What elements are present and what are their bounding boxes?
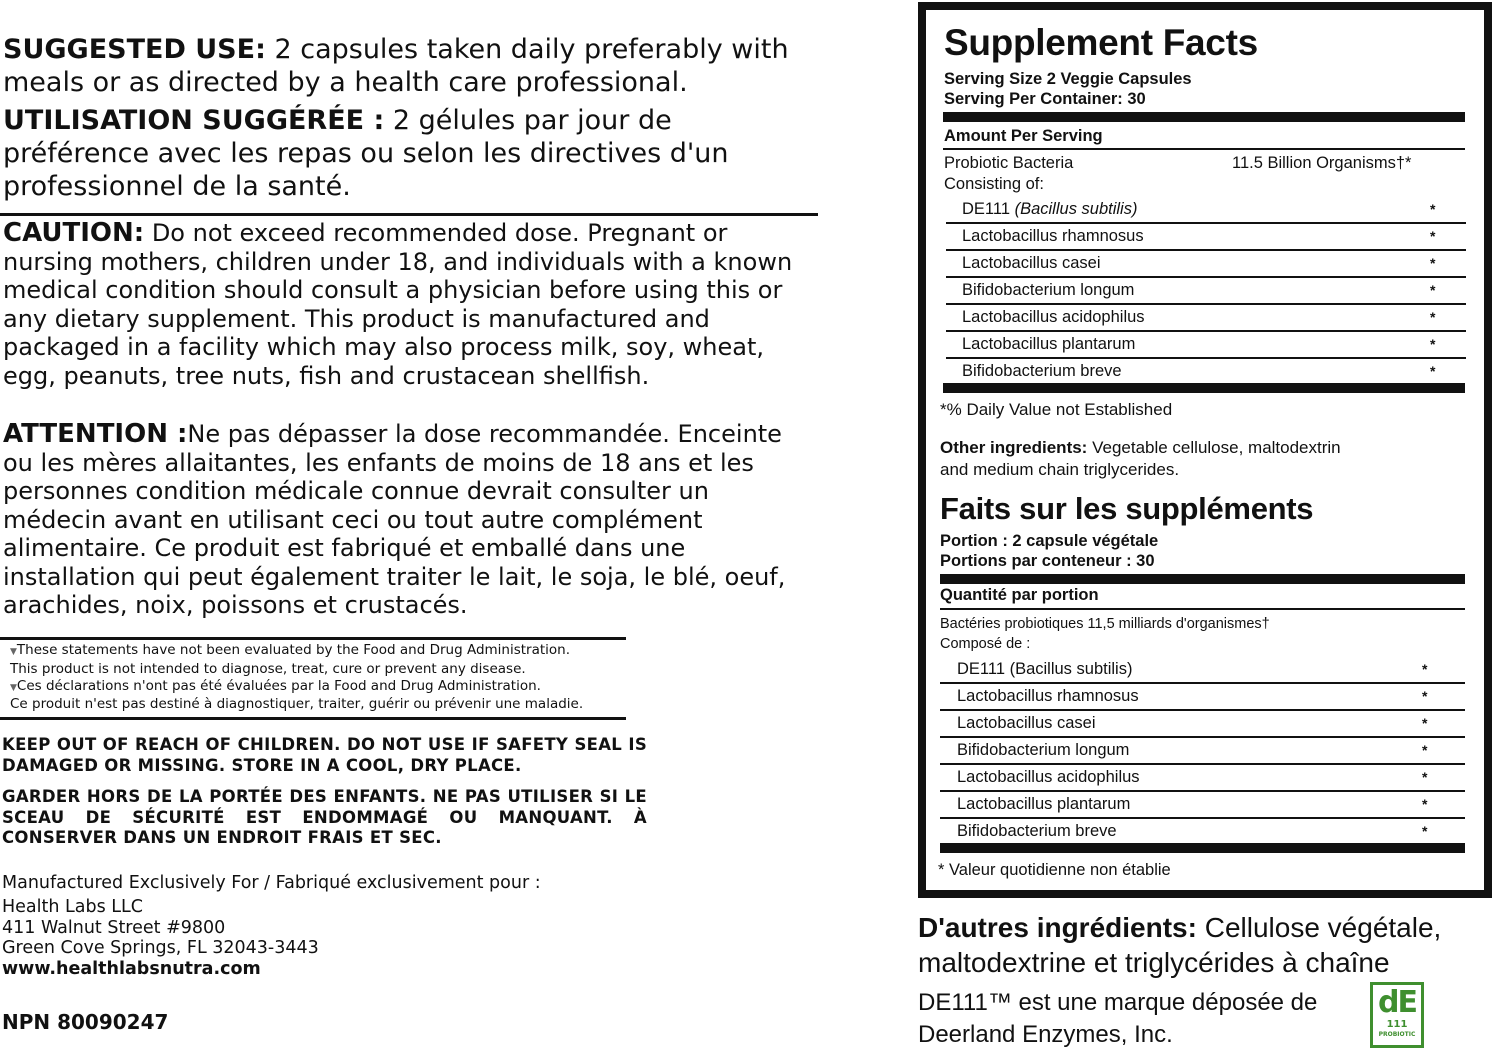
strain-row: Bifidobacterium longum * [940,739,1465,766]
attention-text: Ne pas dépasser la dose recommandée. Enceinte ou les mères allaitantes, les enfants de moins de 18 ans et les personnes condition médicale connue devrait consulter un médecin avant en utilisant ceci ou tout autre complément alimentaire. Ce produit est fabriqué et emballé dans une installation qui peut également traiter le lait, le soja, le blé, oeuf, arachides, noix, poissons et crustacés. [3,420,786,619]
disclaimer-top-rule [0,637,626,640]
rule [940,608,1465,610]
triangle-icon: ▼ [10,647,17,657]
strain-row: Bifidobacterium longum * [946,279,1466,306]
other-ingredients-fr-label: D'autres ingrédients: [918,912,1197,943]
fda-disclaimer [10,642,630,713]
strain-row: DE111 (Bacillus subtilis) * [940,658,1465,685]
logo-main-text: dE [1378,985,1416,1020]
trademark-note: DE111™ est une marque déposée de Deerland Enzymes, Inc. [918,989,1318,1048]
disclaimer-line-2: This product is not intended to diagnose, treat, cure or prevent any disease. [10,660,526,677]
amount-per-serving: Amount Per Serving [944,127,1103,145]
quantite-par-portion: Quantité par portion [940,586,1099,604]
other-ingredients-text: Vegetable cellulose, maltodextrin and medium chain triglycerides. [940,438,1341,479]
npn-number: NPN 80090247 [2,1010,169,1034]
suggested-use-text: 2 capsules taken daily preferably with meals or as directed by a health care professional. [3,34,789,98]
warning-en: KEEP OUT OF REACH OF CHILDREN. DO NOT USE IF SAFETY SEAL IS DAMAGED OR MISSING. STORE IN A COOL, DRY PLACE. [2,735,647,775]
faits-title: Faits sur les suppléments [940,491,1314,526]
suggested-use-fr [3,104,793,203]
logo-number: 111 [1386,1019,1408,1030]
disclaimer-line-1: ▼These statements have not been evaluated by the Food and Drug Administration. [10,642,571,658]
company-name: Health Labs LLC [2,897,144,917]
suggested-use-fr-text: 2 gélules par jour de préférence avec les repas ou selon les directives d'un professionnel de la santé. [3,105,729,202]
manufacturer-block [2,897,319,979]
serving-size: Serving Size 2 Veggie Capsules [944,70,1192,88]
suggested-use-fr-heading: UTILISATION SUGGÉRÉE : [3,105,385,136]
strain-row: Bifidobacterium breve * [957,822,1428,840]
compose-de: Composé de : [940,636,1031,652]
strain-row: Lactobacillus plantarum * [946,333,1466,360]
strain-row: Lactobacillus casei * [940,712,1465,739]
rule [943,148,1465,150]
supplement-facts-panel [918,2,1492,898]
logo-subtext: PROBIOTIC [1378,1031,1416,1038]
company-website: www.healthlabsnutra.com [2,958,261,979]
daily-value-note: *% Daily Value not Established [940,400,1173,419]
suggested-use-en [3,33,803,99]
thick-rule [943,383,1465,393]
strain-row: Lactobacillus rhamnosus * [946,225,1466,252]
other-ingredients-en [940,437,1370,481]
strain-row: Lactobacillus rhamnosus * [940,685,1465,712]
valeur-quotidienne-note: * Valeur quotidienne non établie [938,861,1171,879]
section-divider [0,213,818,216]
disclaimer-line-4: Ce produit n'est pas destiné à diagnostiquer, traiter, guérir ou prévenir une maladie. [10,696,584,713]
thick-rule [943,112,1465,122]
bacteries-line: Bactéries probiotiques 11,5 milliards d'organismes† [940,616,1270,632]
probiotic-bacteria-label: Probiotic Bacteria [944,154,1074,172]
consisting-of: Consisting of: [944,175,1044,193]
caution-fr [3,420,803,620]
strain-row: DE111 (Bacillus subtilis) * [946,198,1466,225]
attention-heading: ATTENTION : [3,419,188,449]
company-city: Green Cove Springs, FL 32043-3443 [2,938,319,958]
manufacturer-intro: Manufactured Exclusively For / Fabriqué exclusivement pour : [2,873,541,893]
servings-per-container: Serving Per Container: 30 [944,90,1146,108]
portions-per-container: Portions par conteneur : 30 [940,552,1155,570]
strain-row: Lactobacillus casei * [946,252,1466,279]
company-street: 411 Walnut Street #9800 [2,917,226,938]
other-ingredients-label: Other ingredients: [940,438,1088,457]
caution-en [3,219,803,390]
suggested-use-heading: SUGGESTED USE: [3,34,266,65]
de111-probiotic-logo [1370,982,1424,1048]
other-ingredients-fr [918,910,1478,980]
portion-size: Portion : 2 capsule végétale [940,532,1159,550]
disclaimer-bottom-rule [0,717,626,720]
warning-fr: GARDER HORS DE LA PORTÉE DES ENFANTS. NE PAS UTILISER SI LE SCEAU DE SÉCURITÉ EST ENDOMMAGÉ OU MANQUANT. À CONSERVER DANS UN ENDROIT FRAIS ET SEC. [2,787,647,847]
caution-text: Do not exceed recommended dose. Pregnant or nursing mothers, children under 18, and individuals with a known medical condition should consult a physician before using this or any dietary supplement. This product is manufactured and packaged in a facility which may also process milk, soy, wheat, egg, peanuts, tree nuts, fish and crustacean shellfish. [3,219,793,390]
probiotic-bacteria-amount: 11.5 Billion Organisms†* [1232,154,1412,172]
other-ingredients-fr-text: Cellulose végétale, maltodextrine et triglycérides à chaîne [918,912,1442,978]
supplement-facts-title: Supplement Facts [944,22,1258,63]
disclaimer-line-3: ▼Ces déclarations n'ont pas été évaluées par la Food and Drug Administration. [10,677,541,694]
strain-row: Lactobacillus acidophilus * [946,306,1466,333]
strain-row: Bifidobacterium breve * [962,362,1436,380]
caution-heading: CAUTION: [3,218,145,248]
triangle-icon: ▼ [10,682,17,693]
thick-rule [940,574,1465,584]
strain-row: Lactobacillus plantarum * [940,793,1465,820]
strain-row: Lactobacillus acidophilus * [940,766,1465,793]
thick-rule [940,843,1465,853]
